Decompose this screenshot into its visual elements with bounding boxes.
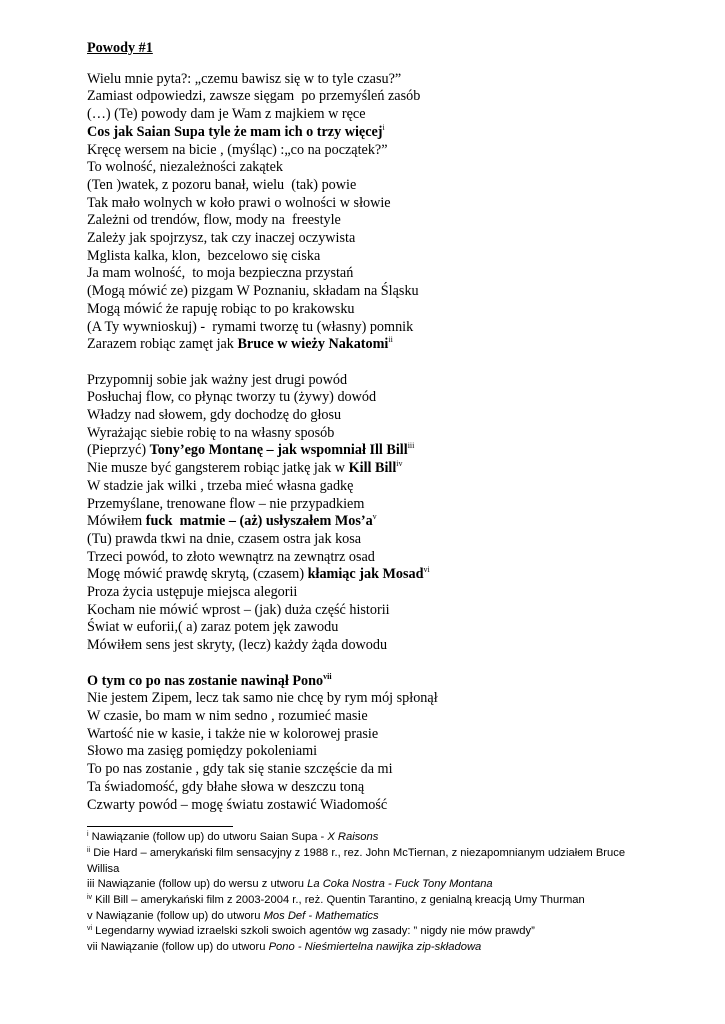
verse-line: [87, 460, 647, 478]
verse-line: W stadzie jak wilki , trzeba mieć własna gadkę: [87, 477, 354, 494]
verse-text: Mówiłem: [87, 513, 146, 530]
document-page: [87, 40, 647, 956]
verse-line: Ja mam wolność, to moja bezpieczna przystań: [87, 265, 354, 282]
verse-text: Nie musze być gangsterem robiąc jatkę jak w: [87, 460, 349, 477]
footnote-text: Nawiązanie (follow up) do wersu z utworu: [97, 878, 308, 891]
verse-reference: Kill Bill: [348, 460, 397, 477]
footnote-title: La Coka Nostra - Fuck Tony Montana: [307, 878, 493, 891]
footnote: [87, 940, 647, 956]
verse-text: (Pieprzyć): [87, 442, 150, 459]
footnote-mark: vi: [87, 925, 93, 933]
footnote: [87, 830, 647, 846]
stanza-gap: [87, 354, 647, 372]
stanza-gap: [87, 655, 647, 673]
verse-line: To wolność, niezależności zakątek: [87, 159, 283, 176]
verse-line: Czwarty powód – mogę światu zostawić Wiadomość: [87, 796, 388, 813]
verse-text: Mogę mówić prawdę skrytą, (czasem): [87, 566, 308, 583]
verse-line: Mogą mówić że rapuję robiąc to po krakowsku: [87, 300, 355, 317]
verse-line: Wielu mnie pyta?: „czemu bawisz się w to tyle czasu?”: [87, 70, 402, 87]
footnote-mark: ii: [87, 846, 91, 854]
verse-line: Zależy jak spojrzysz, tak czy inaczej oczywista: [87, 230, 356, 247]
footnote-mark: iv: [87, 894, 93, 902]
verse-line: (…) (Te) powody dam je Wam z majkiem w ręce: [87, 106, 366, 123]
verse-line: [87, 442, 647, 460]
verse-line: (Mogą mówić ze) pizgam W Poznaniu, składam na Śląsku: [87, 283, 419, 300]
verse-line: Wyrażając siebie robię to na własny sposób: [87, 424, 335, 441]
footnote-marker: v: [372, 512, 377, 522]
verse-line: Świat w euforii,( a) zaraz potem jęk zawodu: [87, 619, 339, 636]
verse-line: Tak mało wolnych w koło prawi o wolności w słowie: [87, 194, 391, 211]
verse-line: Kocham nie mówić wprost – (jak) duża część historii: [87, 601, 390, 618]
verse-line: Nie jestem Zipem, lecz tak samo nie chcę by rym mój spłonął: [87, 690, 438, 707]
footnote-mark: vii: [87, 941, 101, 954]
footnote-mark: i: [87, 831, 89, 839]
footnote-separator: [87, 826, 233, 827]
footnote-marker: vi: [423, 565, 430, 575]
verse-reference: Cos jak Saian Supa tyle że mam ich o trzy więcej: [87, 123, 383, 140]
page-title: Powody #1: [87, 40, 153, 56]
footnote-text: Nawiązanie (follow up) do utworu Saian Supa -: [91, 831, 328, 844]
footnote-text: Kill Bill – amerykański film z 2003-2004 r., reż. Quentin Tarantino, z genialną kreacją Umy Thurman: [95, 894, 585, 907]
verse-line: Zamiast odpowiedzi, zawsze sięgam po przemyśleń zasób: [87, 88, 421, 105]
footnote: [87, 893, 647, 909]
verse-line: (A Ty wywnioskuj) - rymami tworzę tu (własny) pomnik: [87, 318, 414, 335]
footnote-text: Legendarny wywiad izraelski szkoli swoich agentów wg zasady: ” nigdy nie mów prawdy”: [95, 925, 535, 938]
footnote-marker: vii: [323, 671, 332, 681]
footnote-marker: ii: [388, 335, 393, 345]
verse-line: [87, 513, 647, 531]
verse-line: Słowo ma zasięg pomiędzy pokoleniami: [87, 743, 318, 760]
verse-text: Zarazem robiąc zamęt jak: [87, 336, 238, 353]
footnote: [87, 846, 647, 877]
verse-line: Proza życia ustępuje miejsca alegorii: [87, 584, 298, 601]
verse-line: Przemyślane, trenowane flow – nie przypadkiem: [87, 495, 365, 512]
verse-reference: O tym co po nas zostanie nawinął Pono: [87, 672, 324, 689]
footnote-text: Die Hard – amerykański film sensacyjny z 1988 r., rez. John McTiernan, z niezapomnianym udziałem Bruce Willisa: [87, 846, 626, 875]
footnote-text: Nawiązanie (follow up) do utworu: [100, 941, 269, 954]
verse-line: Ta świadomość, gdy błahe słowa w deszczu toną: [87, 778, 365, 795]
footnote-marker: iii: [407, 441, 415, 451]
verse-reference: kłamiąc jak Mosad: [307, 566, 424, 583]
verse-line: Władzy nad słowem, gdy dochodzę do głosu: [87, 407, 342, 424]
footnote-title: Mos Def - Mathematics: [263, 909, 379, 922]
verse-reference: fuck matmie – (aż) usłyszałem Mos’a: [145, 513, 373, 530]
verse-line: Posłuchaj flow, co płynąc tworzy tu (żywy) dowód: [87, 389, 377, 406]
verse-line: [87, 124, 647, 142]
footnote-text: Nawiązanie (follow up) do utworu: [95, 909, 264, 922]
verse-reference: Bruce w wieży Nakatomi: [237, 336, 389, 353]
verse-line: W czasie, bo mam w nim sedno , rozumieć masie: [87, 707, 368, 724]
footnote-marker: i: [382, 122, 385, 132]
footnote: [87, 909, 647, 925]
stanza-3: [87, 673, 647, 815]
footnote-mark: iii: [87, 878, 98, 891]
verse-line: (Tu) prawda tkwi na dnie, czasem ostra jak kosa: [87, 530, 362, 547]
verse-line: [87, 336, 647, 354]
verse-line: Mówiłem sens jest skryty, (lecz) każdy żąda dowodu: [87, 637, 388, 654]
footnote-title: X Raisons: [327, 831, 379, 844]
footnote-marker: iv: [396, 459, 403, 469]
verse-line: [87, 673, 647, 691]
verse-line: Trzeci powód, to złoto wewnątrz na zewnątrz osad: [87, 548, 375, 565]
verse-line: Zależni od trendów, flow, mody na freestyle: [87, 212, 341, 229]
verse-line: (Ten )watek, z pozoru banał, wielu (tak) powie: [87, 176, 357, 193]
footnote: [87, 924, 647, 940]
stanza-1: [87, 71, 647, 354]
verse-reference: Tony’ego Montanę – jak wspomniał Ill Bill: [149, 442, 408, 459]
stanza-2: [87, 372, 647, 655]
verse-line: Kręcę wersem na bicie , (myśląc) :„co na początek?”: [87, 141, 388, 158]
verse-line: Mglista kalka, klon, bezcelowo się ciska: [87, 247, 321, 264]
verse-line: Wartość nie w kasie, i także nie w kolorowej prasie: [87, 725, 379, 742]
footnote: [87, 877, 647, 893]
verse-line: [87, 566, 647, 584]
footnote-title: Pono - Nieśmiertelna nawijka zip-składowa: [268, 941, 482, 954]
verse-line: Przypomnij sobie jak ważny jest drugi powód: [87, 371, 348, 388]
verse-line: To po nas zostanie , gdy tak się stanie szczęście da mi: [87, 761, 393, 778]
footnotes: [87, 830, 647, 956]
footnote-mark: v: [87, 909, 96, 922]
